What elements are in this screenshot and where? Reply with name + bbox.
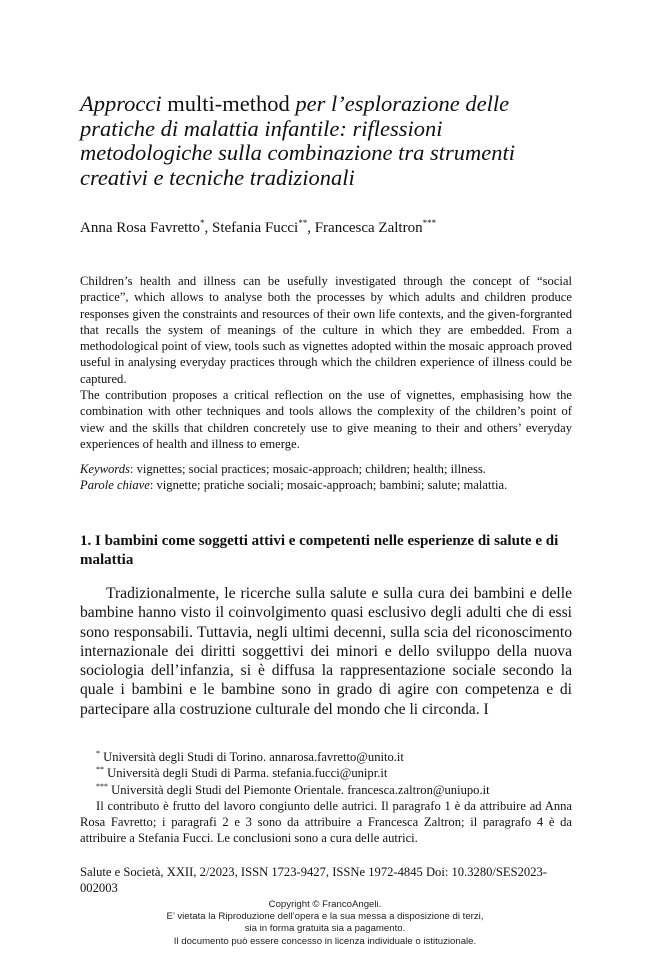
author-footnote-mark: * (199, 218, 205, 228)
keywords-values: : vignette; pratiche sociali; mosaic-approach; bambini; salute; malattia. (149, 478, 508, 493)
author-separator: , (204, 220, 212, 236)
copyright-line: E’ vietata la Riproduzione dell’opera e la sua messa a disposizione di terzi, (166, 911, 484, 923)
journal-info: Salute e Società, XXII, 2/2023, ISSN 1723-9427, ISSNe 1972-4845 Doi: 10.3280/SES2023-002003 (80, 865, 547, 895)
footnote-mark: * (96, 749, 100, 758)
author-footnote-mark: ** (298, 218, 308, 228)
footnote-text: Università degli Studi di Parma. stefania.fucci@unipr.it (104, 766, 388, 781)
keywords-values: : vignettes; social practices; mosaic-approach; children; health; illness. (129, 462, 486, 476)
author-name: Stefania Fucci (211, 220, 299, 236)
footnote-mark: *** (96, 781, 108, 791)
author-name: Anna Rosa Favretto (80, 220, 200, 236)
section-heading: 1. I bambini come soggetti attivi e competenti nelle esperienze di salute e di malattia (80, 533, 559, 568)
copyright-line: sia in forma gratuita sia a pagamento. (244, 923, 406, 935)
copyright-line: Il documento può essere concesso in licenza individuale o istituzionale. (173, 935, 477, 947)
title-part-italic: Approcci (80, 91, 162, 116)
footnote (80, 765, 572, 781)
abstract (80, 273, 572, 452)
author-line (80, 218, 572, 238)
footnote (80, 782, 572, 798)
contribution-note: Il contributo è frutto del lavoro congiunto delle autrici. Il paragrafo 1 è da attribuire ad Anna Rosa Favretto; i paragrafi 2 e 3 sono da attribuire a Francesca Zaltron; il paragrafo 4 è da attribuire a Stefania Fucci. Le conclusioni sono a cura delle autrici. (80, 798, 572, 846)
footnote-mark: ** (96, 765, 104, 775)
author-footnote-mark: *** (422, 218, 437, 228)
author-name: Francesca Zaltron (314, 220, 423, 236)
keywords-block (80, 461, 572, 494)
keywords-label: Parole chiave (80, 478, 150, 493)
title-part-roman: multi-method (161, 91, 296, 116)
article-title (80, 92, 572, 190)
abstract-paragraph: Children’s health and illness can be usefully investigated through the concept of “social practice”, which allows to analyse both the processes by which adults and children produce responses given the constraints and resources of their own life contexts, and the given-forgranted that recalls the system of meanings of the culture in which they are embedded. From a methodological point of view, tools such as vignettes adopted within the mosaic approach proved useful in analysing everyday practices through which the children experience of illness could be captured. (80, 274, 572, 386)
footnote (80, 749, 572, 765)
keywords-it (80, 477, 572, 493)
author-separator: , (307, 220, 315, 236)
body-paragraph: Tradizionalmente, le ricerche sulla salute e sulla cura dei bambini e delle bambine hanno visto il coinvolgimento quasi esclusivo degli adulti che di essi sono responsabili. Tuttavia, negli ultimi decenni, sulla scia del riconoscimento internazionale dei diritti soggettivi dei minori e dello sviluppo della nuova sociologia dell’infanzia, si è diffusa la rappresentazione sociale secondo la quale i bambini e le bambine sono in grado di agire con competenza e di partecipare alla costruzione culturale del mondo che li circonda. I (80, 585, 572, 718)
footnote-text: Università degli Studi del Piemonte Orientale. francesca.zaltron@uniupo.it (108, 782, 490, 797)
abstract-paragraph: The contribution proposes a critical reflection on the use of vignettes, emphasising how the combination with other techniques and tools allows the complexity of the children’s point of view and the skills that children concretely use to give meaning to their and others’ everyday experiences of health and illness to emerge. (80, 388, 572, 451)
title-part-italic-rest: per l’esplorazione delle pratiche di malattia infantile: riflessioni metodologiche sulla combinazione tra strumenti creativi e tecniche tradizionali (80, 91, 515, 190)
keywords-label: Keywords (80, 462, 130, 476)
footnotes (80, 749, 572, 847)
keywords-en (80, 461, 572, 477)
copyright-notice (0, 899, 650, 948)
copyright-line: Copyright © FrancoAngeli. (268, 899, 382, 910)
footnote-text: Università degli Studi di Torino. annarosa.favretto@unito.it (100, 750, 404, 764)
